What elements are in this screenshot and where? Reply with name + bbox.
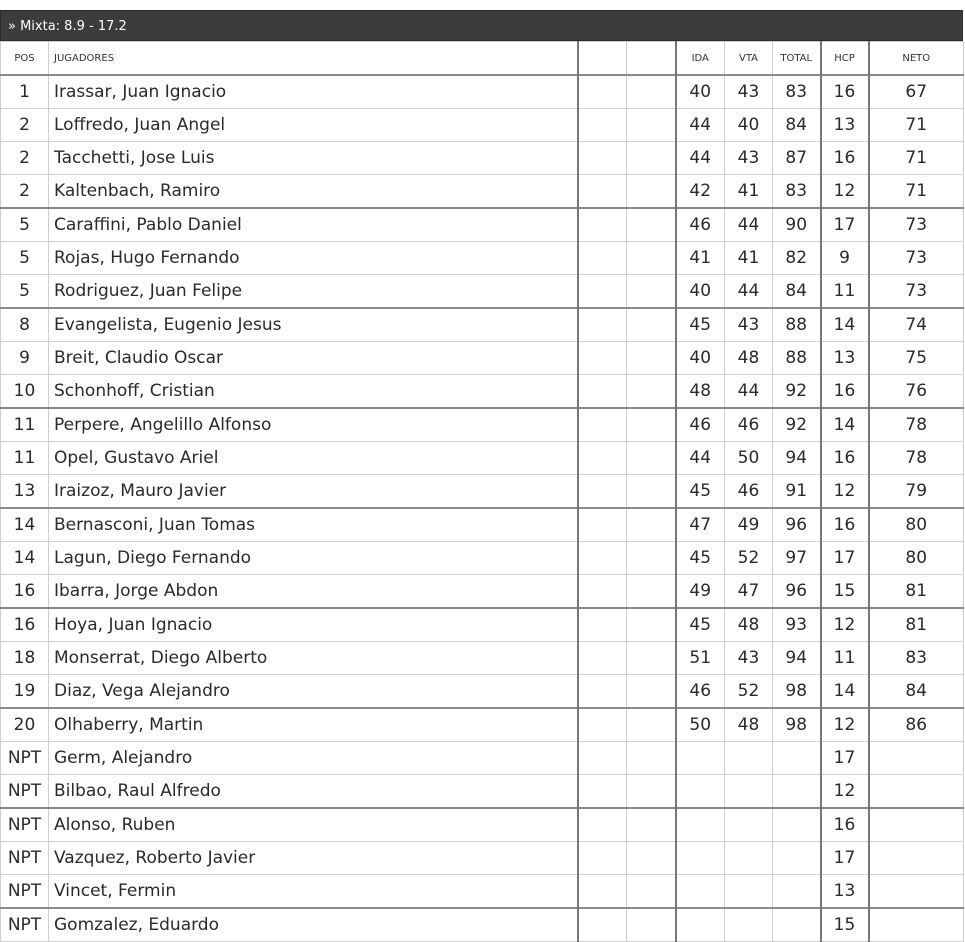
- player-name-cell: Olhaberry, Martin: [49, 708, 578, 742]
- position-cell: 10: [1, 375, 49, 409]
- col-header-ida: IDA: [676, 42, 725, 76]
- blank-cell: [627, 142, 676, 175]
- blank-cell: [627, 642, 676, 675]
- blank-cell: [627, 242, 676, 275]
- player-name-cell: Diaz, Vega Alejandro: [49, 675, 578, 709]
- blank-cell: [578, 109, 627, 142]
- vta-cell: 48: [725, 708, 773, 742]
- position-cell: 14: [1, 542, 49, 575]
- neto-cell: 67: [869, 75, 964, 109]
- blank-cell: [627, 208, 676, 242]
- hcp-cell: 12: [821, 608, 869, 642]
- blank-cell: [627, 875, 676, 909]
- player-name-cell: Ibarra, Jorge Abdon: [49, 575, 578, 609]
- table-row: [1, 109, 964, 142]
- ida-cell: 42: [676, 175, 725, 209]
- col-header-neto: NETO: [869, 42, 964, 76]
- position-cell: 18: [1, 642, 49, 675]
- ida-cell: 49: [676, 575, 725, 609]
- ida-cell: [676, 908, 725, 942]
- player-name-cell: Lagun, Diego Fernando: [49, 542, 578, 575]
- player-name-cell: Kaltenbach, Ramiro: [49, 175, 578, 209]
- total-cell: 83: [773, 175, 821, 209]
- blank-cell: [627, 375, 676, 409]
- total-cell: 98: [773, 708, 821, 742]
- hcp-cell: 16: [821, 375, 869, 409]
- table-row: [1, 875, 964, 909]
- ida-cell: 48: [676, 375, 725, 409]
- blank-cell: [578, 608, 627, 642]
- hcp-cell: 13: [821, 109, 869, 142]
- vta-cell: [725, 842, 773, 875]
- position-cell: 1: [1, 75, 49, 109]
- neto-cell: 78: [869, 408, 964, 442]
- table-row: [1, 208, 964, 242]
- table-row: [1, 175, 964, 209]
- hcp-cell: 14: [821, 408, 869, 442]
- neto-cell: 73: [869, 242, 964, 275]
- hcp-cell: 16: [821, 75, 869, 109]
- table-row: [1, 408, 964, 442]
- table-row: [1, 908, 964, 942]
- blank-cell: [627, 342, 676, 375]
- neto-cell: 80: [869, 508, 964, 542]
- vta-cell: 50: [725, 442, 773, 475]
- ida-cell: [676, 742, 725, 775]
- vta-cell: [725, 875, 773, 909]
- blank-cell: [578, 342, 627, 375]
- table-row: [1, 808, 964, 842]
- total-cell: [773, 908, 821, 942]
- vta-cell: [725, 742, 773, 775]
- table-row: [1, 475, 964, 509]
- ida-cell: [676, 875, 725, 909]
- ida-cell: [676, 808, 725, 842]
- hcp-cell: 15: [821, 575, 869, 609]
- blank-cell: [627, 608, 676, 642]
- vta-cell: [725, 775, 773, 809]
- player-name-cell: Breit, Claudio Oscar: [49, 342, 578, 375]
- vta-cell: 44: [725, 275, 773, 309]
- player-name-cell: Perpere, Angelillo Alfonso: [49, 408, 578, 442]
- total-cell: 93: [773, 608, 821, 642]
- neto-cell: 81: [869, 608, 964, 642]
- blank-cell: [627, 542, 676, 575]
- vta-cell: 52: [725, 675, 773, 709]
- neto-cell: 80: [869, 542, 964, 575]
- table-row: [1, 575, 964, 609]
- table-row: [1, 842, 964, 875]
- neto-cell: 73: [869, 208, 964, 242]
- neto-cell: 84: [869, 675, 964, 709]
- category-title: » Mixta: 8.9 - 17.2: [0, 10, 963, 41]
- position-cell: 16: [1, 575, 49, 609]
- neto-cell: [869, 908, 964, 942]
- ida-cell: 41: [676, 242, 725, 275]
- total-cell: 83: [773, 75, 821, 109]
- total-cell: [773, 842, 821, 875]
- neto-cell: 79: [869, 475, 964, 509]
- position-cell: NPT: [1, 742, 49, 775]
- vta-cell: 49: [725, 508, 773, 542]
- neto-cell: 73: [869, 275, 964, 309]
- hcp-cell: 15: [821, 908, 869, 942]
- table-row: [1, 442, 964, 475]
- position-cell: 19: [1, 675, 49, 709]
- table-row: [1, 775, 964, 809]
- ida-cell: [676, 842, 725, 875]
- table-row: [1, 508, 964, 542]
- ida-cell: [676, 775, 725, 809]
- total-cell: [773, 775, 821, 809]
- position-cell: 5: [1, 275, 49, 309]
- blank-cell: [578, 675, 627, 709]
- position-cell: 2: [1, 175, 49, 209]
- neto-cell: 86: [869, 708, 964, 742]
- player-name-cell: Rodriguez, Juan Felipe: [49, 275, 578, 309]
- total-cell: [773, 875, 821, 909]
- ida-cell: 46: [676, 675, 725, 709]
- results-table: [0, 41, 964, 942]
- position-cell: 8: [1, 308, 49, 342]
- hcp-cell: 9: [821, 242, 869, 275]
- position-cell: NPT: [1, 875, 49, 909]
- blank-cell: [627, 808, 676, 842]
- blank-cell: [578, 508, 627, 542]
- table-row: [1, 275, 964, 309]
- player-name-cell: Tacchetti, Jose Luis: [49, 142, 578, 175]
- blank-cell: [578, 908, 627, 942]
- neto-cell: 74: [869, 308, 964, 342]
- player-name-cell: Rojas, Hugo Fernando: [49, 242, 578, 275]
- ida-cell: 40: [676, 275, 725, 309]
- total-cell: 94: [773, 442, 821, 475]
- position-cell: NPT: [1, 842, 49, 875]
- player-name-cell: Schonhoff, Cristian: [49, 375, 578, 409]
- blank-cell: [578, 75, 627, 109]
- table-row: [1, 542, 964, 575]
- ida-cell: 44: [676, 142, 725, 175]
- neto-cell: [869, 742, 964, 775]
- hcp-cell: 11: [821, 275, 869, 309]
- blank-cell: [627, 442, 676, 475]
- player-name-cell: Loffredo, Juan Angel: [49, 109, 578, 142]
- vta-cell: 46: [725, 475, 773, 509]
- ida-cell: 50: [676, 708, 725, 742]
- total-cell: 92: [773, 408, 821, 442]
- col-header-jugadores: JUGADORES: [49, 42, 578, 76]
- results-panel: [0, 10, 963, 942]
- position-cell: NPT: [1, 775, 49, 809]
- hcp-cell: 16: [821, 508, 869, 542]
- blank-cell: [578, 475, 627, 509]
- total-cell: [773, 742, 821, 775]
- hcp-cell: 12: [821, 708, 869, 742]
- player-name-cell: Vazquez, Roberto Javier: [49, 842, 578, 875]
- player-name-cell: Bernasconi, Juan Tomas: [49, 508, 578, 542]
- table-row: [1, 708, 964, 742]
- neto-cell: 78: [869, 442, 964, 475]
- vta-cell: 52: [725, 542, 773, 575]
- player-name-cell: Hoya, Juan Ignacio: [49, 608, 578, 642]
- blank-cell: [627, 575, 676, 609]
- vta-cell: 48: [725, 342, 773, 375]
- total-cell: 96: [773, 575, 821, 609]
- ida-cell: 44: [676, 442, 725, 475]
- position-cell: 11: [1, 442, 49, 475]
- total-cell: 96: [773, 508, 821, 542]
- neto-cell: 71: [869, 142, 964, 175]
- player-name-cell: Germ, Alejandro: [49, 742, 578, 775]
- blank-cell: [578, 575, 627, 609]
- neto-cell: 76: [869, 375, 964, 409]
- neto-cell: 75: [869, 342, 964, 375]
- blank-cell: [578, 375, 627, 409]
- vta-cell: 41: [725, 175, 773, 209]
- col-header-pos: POS: [1, 42, 49, 76]
- blank-cell: [578, 175, 627, 209]
- neto-cell: 71: [869, 109, 964, 142]
- blank-cell: [578, 875, 627, 909]
- player-name-cell: Evangelista, Eugenio Jesus: [49, 308, 578, 342]
- blank-cell: [627, 708, 676, 742]
- player-name-cell: Monserrat, Diego Alberto: [49, 642, 578, 675]
- player-name-cell: Alonso, Ruben: [49, 808, 578, 842]
- vta-cell: 47: [725, 575, 773, 609]
- total-cell: 87: [773, 142, 821, 175]
- blank-cell: [627, 842, 676, 875]
- vta-cell: 46: [725, 408, 773, 442]
- neto-cell: 71: [869, 175, 964, 209]
- hcp-cell: 16: [821, 142, 869, 175]
- vta-cell: 43: [725, 75, 773, 109]
- player-name-cell: Opel, Gustavo Ariel: [49, 442, 578, 475]
- player-name-cell: Vincet, Fermin: [49, 875, 578, 909]
- blank-cell: [627, 742, 676, 775]
- ida-cell: 45: [676, 308, 725, 342]
- vta-cell: 41: [725, 242, 773, 275]
- table-row: [1, 608, 964, 642]
- blank-cell: [578, 775, 627, 809]
- position-cell: 16: [1, 608, 49, 642]
- hcp-cell: 14: [821, 308, 869, 342]
- hcp-cell: 13: [821, 342, 869, 375]
- table-row: [1, 75, 964, 109]
- player-name-cell: Gomzalez, Eduardo: [49, 908, 578, 942]
- ida-cell: 45: [676, 608, 725, 642]
- ida-cell: 45: [676, 475, 725, 509]
- position-cell: 5: [1, 208, 49, 242]
- hcp-cell: 16: [821, 808, 869, 842]
- neto-cell: [869, 875, 964, 909]
- blank-cell: [627, 275, 676, 309]
- total-cell: 97: [773, 542, 821, 575]
- blank-cell: [578, 408, 627, 442]
- col-header-blank-1: [578, 42, 627, 76]
- neto-cell: 81: [869, 575, 964, 609]
- position-cell: 2: [1, 109, 49, 142]
- col-header-total: TOTAL: [773, 42, 821, 76]
- vta-cell: 44: [725, 208, 773, 242]
- blank-cell: [627, 109, 676, 142]
- blank-cell: [578, 142, 627, 175]
- blank-cell: [578, 742, 627, 775]
- total-cell: 94: [773, 642, 821, 675]
- position-cell: NPT: [1, 808, 49, 842]
- neto-cell: [869, 775, 964, 809]
- table-row: [1, 375, 964, 409]
- neto-cell: 83: [869, 642, 964, 675]
- ida-cell: 45: [676, 542, 725, 575]
- total-cell: [773, 808, 821, 842]
- blank-cell: [578, 208, 627, 242]
- blank-cell: [627, 675, 676, 709]
- total-cell: 82: [773, 242, 821, 275]
- blank-cell: [578, 808, 627, 842]
- hcp-cell: 17: [821, 542, 869, 575]
- total-cell: 84: [773, 109, 821, 142]
- blank-cell: [578, 442, 627, 475]
- player-name-cell: Bilbao, Raul Alfredo: [49, 775, 578, 809]
- vta-cell: 48: [725, 608, 773, 642]
- table-row: [1, 142, 964, 175]
- blank-cell: [627, 175, 676, 209]
- vta-cell: 43: [725, 308, 773, 342]
- hcp-cell: 13: [821, 875, 869, 909]
- blank-cell: [578, 242, 627, 275]
- ida-cell: 40: [676, 342, 725, 375]
- position-cell: 2: [1, 142, 49, 175]
- col-header-vta: VTA: [725, 42, 773, 76]
- hcp-cell: 12: [821, 175, 869, 209]
- total-cell: 88: [773, 308, 821, 342]
- table-row: [1, 742, 964, 775]
- vta-cell: 43: [725, 142, 773, 175]
- blank-cell: [627, 408, 676, 442]
- vta-cell: 44: [725, 375, 773, 409]
- player-name-cell: Caraffini, Pablo Daniel: [49, 208, 578, 242]
- position-cell: 20: [1, 708, 49, 742]
- ida-cell: 47: [676, 508, 725, 542]
- blank-cell: [627, 508, 676, 542]
- hcp-cell: 11: [821, 642, 869, 675]
- hcp-cell: 17: [821, 842, 869, 875]
- hcp-cell: 16: [821, 442, 869, 475]
- table-row: [1, 342, 964, 375]
- col-header-blank-2: [627, 42, 676, 76]
- table-row: [1, 675, 964, 709]
- vta-cell: [725, 808, 773, 842]
- blank-cell: [578, 642, 627, 675]
- blank-cell: [578, 275, 627, 309]
- blank-cell: [627, 308, 676, 342]
- header-row: [1, 42, 964, 76]
- blank-cell: [578, 542, 627, 575]
- blank-cell: [627, 75, 676, 109]
- blank-cell: [578, 842, 627, 875]
- vta-cell: [725, 908, 773, 942]
- hcp-cell: 12: [821, 475, 869, 509]
- table-row: [1, 242, 964, 275]
- hcp-cell: 17: [821, 742, 869, 775]
- position-cell: 5: [1, 242, 49, 275]
- blank-cell: [578, 708, 627, 742]
- hcp-cell: 17: [821, 208, 869, 242]
- position-cell: 11: [1, 408, 49, 442]
- ida-cell: 40: [676, 75, 725, 109]
- neto-cell: [869, 808, 964, 842]
- table-row: [1, 642, 964, 675]
- blank-cell: [627, 475, 676, 509]
- total-cell: 91: [773, 475, 821, 509]
- col-header-hcp: HCP: [821, 42, 869, 76]
- position-cell: 13: [1, 475, 49, 509]
- table-row: [1, 308, 964, 342]
- total-cell: 90: [773, 208, 821, 242]
- ida-cell: 46: [676, 208, 725, 242]
- total-cell: 88: [773, 342, 821, 375]
- ida-cell: 44: [676, 109, 725, 142]
- position-cell: NPT: [1, 908, 49, 942]
- player-name-cell: Iraizoz, Mauro Javier: [49, 475, 578, 509]
- total-cell: 98: [773, 675, 821, 709]
- neto-cell: [869, 842, 964, 875]
- blank-cell: [578, 308, 627, 342]
- ida-cell: 51: [676, 642, 725, 675]
- hcp-cell: 12: [821, 775, 869, 809]
- position-cell: 14: [1, 508, 49, 542]
- hcp-cell: 14: [821, 675, 869, 709]
- blank-cell: [627, 775, 676, 809]
- position-cell: 9: [1, 342, 49, 375]
- ida-cell: 46: [676, 408, 725, 442]
- player-name-cell: Irassar, Juan Ignacio: [49, 75, 578, 109]
- total-cell: 84: [773, 275, 821, 309]
- blank-cell: [627, 908, 676, 942]
- vta-cell: 43: [725, 642, 773, 675]
- vta-cell: 40: [725, 109, 773, 142]
- total-cell: 92: [773, 375, 821, 409]
